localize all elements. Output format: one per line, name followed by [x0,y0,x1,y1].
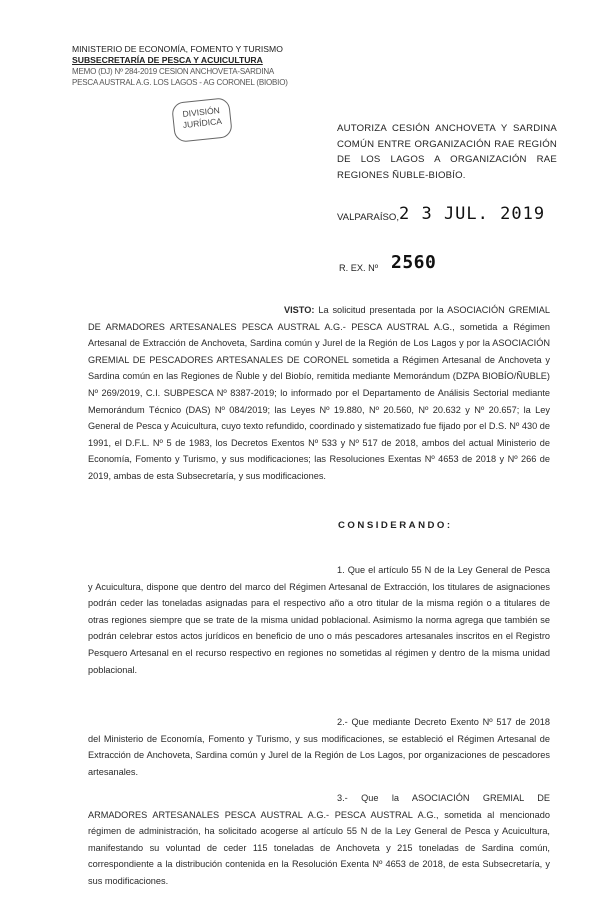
considerando-item-2 [88,714,550,780]
item-number: 1. [337,565,345,575]
stamp-line-2: JURÍDICA [182,115,223,131]
item-number: 3.- [337,793,348,803]
resolution-title: AUTORIZA CESIÓN ANCHOVETA Y SARDINA COMÚN ENTRE ORGANIZACIÓN RAE REGIÓN DE LOS LAGOS A ORGANIZACIÓN RAE REGIONES ÑUBLE-BIOBÍO. [337,123,557,181]
rex-label: R. EX. Nº [339,263,379,273]
considerando-heading: CONSIDERANDO: [338,520,453,531]
document-header [72,44,292,88]
subsecretaria-name: SUBSECRETARÍA DE PESCA Y ACUICULTURA [72,55,263,65]
visto-label: VISTO: [284,305,315,315]
memo-reference-2: PESCA AUSTRAL A.G. LOS LAGOS - AG CORONEL (BIOBIO) [72,78,288,87]
item-text: Que la ASOCIACIÓN GREMIAL DE ARMADORES ARTESANALES PESCA AUSTRAL A.G.- PESCA AUSTRAL A.G., sometida al mencionado régimen de administración, ha solicitado acogerse al artículo 55 N de la Ley General de Pesca y Acuicultura, manifestando su voluntad de ceder 115 toneladas de Anchoveta y 215 toneladas de Sardina común, correspondiente a la distribución contenida en la Resolución Exenta Nº 4653 de 2018, de esta Subsecretaría, y sus modificaciones. [88,793,550,886]
visto-paragraph [88,302,550,485]
item-number: 2.- [337,717,348,727]
item-text: Que mediante Decreto Exento Nº 517 de 2018 del Ministerio de Economía, Fomento y Turismo, y sus modificaciones, se estableció el Régimen Artesanal de Extracción de Anchoveta, Sardina común y Jurel de la Región de Los Lagos, por organizaciones de pescadores artesanales. [88,717,550,777]
date-stamp: 2 3 JUL. 2019 [399,204,546,224]
considerando-item-1 [88,562,550,678]
visto-text: La solicitud presentada por la ASOCIACIÓN GREMIAL DE ARMADORES ARTESANALES PESCA AUSTRAL A.G.- PESCA AUSTRAL A.G., sometida a Régimen Artesanal de Extracción de Anchoveta, Sardina común y Jurel de la Región de Los Lagos y por la ASOCIACIÓN GREMIAL DE PESCADORES ARTESANALES DE CORONEL sometida a Régimen Artesanal de Anchoveta y Sardina común en las Regiones de Ñuble y del Biobío, remitida mediante Memorándum (DZPA BIOBÍO/ÑUBLE) Nº 269/2019, C.I. SUBPESCA Nº 8387-2019; lo informado por el Departamento de Análisis Sectorial mediante Memorándum Técnico (DAS) Nº 084/2019; las Leyes Nº 19.880, Nº 20.560, Nº 20.632 y Nº 20.657; la Ley General de Pesca y Acuicultura, cuyo texto refundido, coordinado y sistematizado fue fijado por el D.S. Nº 430 de 1991, el D.F.L. Nº 5 de 1983, los Decretos Exentos Nº 533 y Nº 517 de 2018, ambos del actual Ministerio de Economía, Fomento y Turismo, y sus modificaciones; las Resoluciones Exentas Nº 4653 de 2018 y Nº 266 de 2019, ambas de esta Subsecretaría, y sus modificaciones. [88,305,550,481]
item-text: Que el artículo 55 N de la Ley General de Pesca y Acuicultura, dispone que dentro del marco del Régimen Artesanal de Extracción, los titulares de asignaciones podrán ceder las toneladas asignadas para el respectivo año a otro titular de la misma región o a titulares de otras regiones siempre que se trate de la misma unidad poblacional. Asimismo la norma agrega que también se podrán celebrar estos actos jurídicos en beneficio de uno o más pescadores artesanales inscritos en el Registro Pesquero Artesanal en el recurso respectivo en regiones no sometidas al régimen y dentro de la misma unidad poblacional. [88,565,550,675]
considerando-item-3 [88,790,550,890]
ministry-name: MINISTERIO DE ECONOMÍA, FOMENTO Y TURISMO [72,44,283,54]
rex-number: 2560 [391,252,437,273]
memo-reference: MEMO (DJ) Nº 284-2019 CESION ANCHOVETA-SARDINA [72,67,275,76]
stamp-line-1: DIVISIÓN [182,105,221,119]
place-label: VALPARAÍSO, [337,212,400,223]
division-stamp [171,97,233,143]
